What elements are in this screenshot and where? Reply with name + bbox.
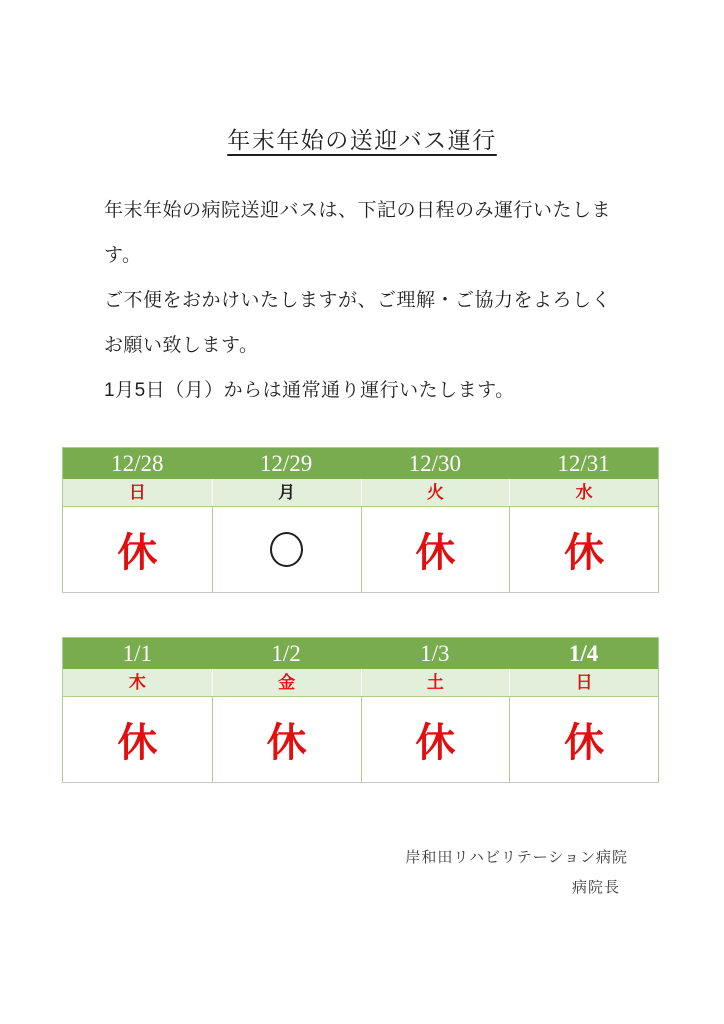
weekday-row [63,479,658,506]
signer-title: 病院長 [571,879,620,896]
closed-label: 休 [415,721,456,765]
date-header-cell: 12/30 [408,451,462,476]
weekday-cell: 月 [212,479,361,506]
status-closed-cell [509,697,658,782]
body-line-3: ご不便をおかけいたしますが、ご理解・ご協力をよろしく [104,290,612,311]
date-header-cell: 1/2 [271,641,301,666]
date-header-cell: 12/28 [111,451,164,476]
signature-block [405,843,628,903]
operating-circle-icon [270,532,303,567]
schedule-table-year-end [62,447,659,593]
date-header-cell: 1/4 [568,641,599,666]
status-row [63,696,658,782]
date-header-row [63,448,658,479]
body-line-2: す。 [104,245,142,266]
closed-label: 休 [564,531,605,575]
body-line-4: お願い致します。 [104,335,259,356]
weekday-cell: 火 [361,479,510,506]
status-closed-cell [509,507,658,592]
status-row [63,506,658,592]
weekday-cell: 日 [128,483,146,502]
weekday-cell: 日 [509,669,658,696]
organization-name: 岸和田リハビリテーション病院 [405,849,628,866]
date-header-row [63,638,658,669]
status-closed-cell [63,507,212,592]
weekday-cell: 木 [128,673,146,692]
date-header-cell: 12/29 [259,451,313,476]
closed-label: 休 [117,721,158,765]
status-closed-cell [361,507,510,592]
closed-label: 休 [415,531,456,575]
date-header-cell: 1/1 [122,641,153,666]
closed-label: 休 [266,721,307,765]
body-line-1: 年末年始の病院送迎バスは、下記の日程のみ運行いたしま [104,200,612,221]
status-closed-cell [63,697,212,782]
status-closed-cell [212,697,361,782]
weekday-cell: 水 [509,479,658,506]
weekday-row [63,669,658,696]
weekday-cell: 金 [212,669,361,696]
status-closed-cell [361,697,510,782]
body-line-5: 1月5日（月）からは通常通り運行いたします。 [104,380,515,401]
schedule-table-new-year [62,637,659,783]
page-title: 年末年始の送迎バス運行 [227,127,497,153]
date-header-cell: 1/3 [420,641,450,666]
body-paragraphs [104,188,664,413]
weekday-cell: 土 [361,669,510,696]
status-operating-cell [212,507,361,592]
closed-label: 休 [564,721,605,765]
date-header-cell: 12/31 [557,451,610,476]
closed-label: 休 [117,531,158,575]
